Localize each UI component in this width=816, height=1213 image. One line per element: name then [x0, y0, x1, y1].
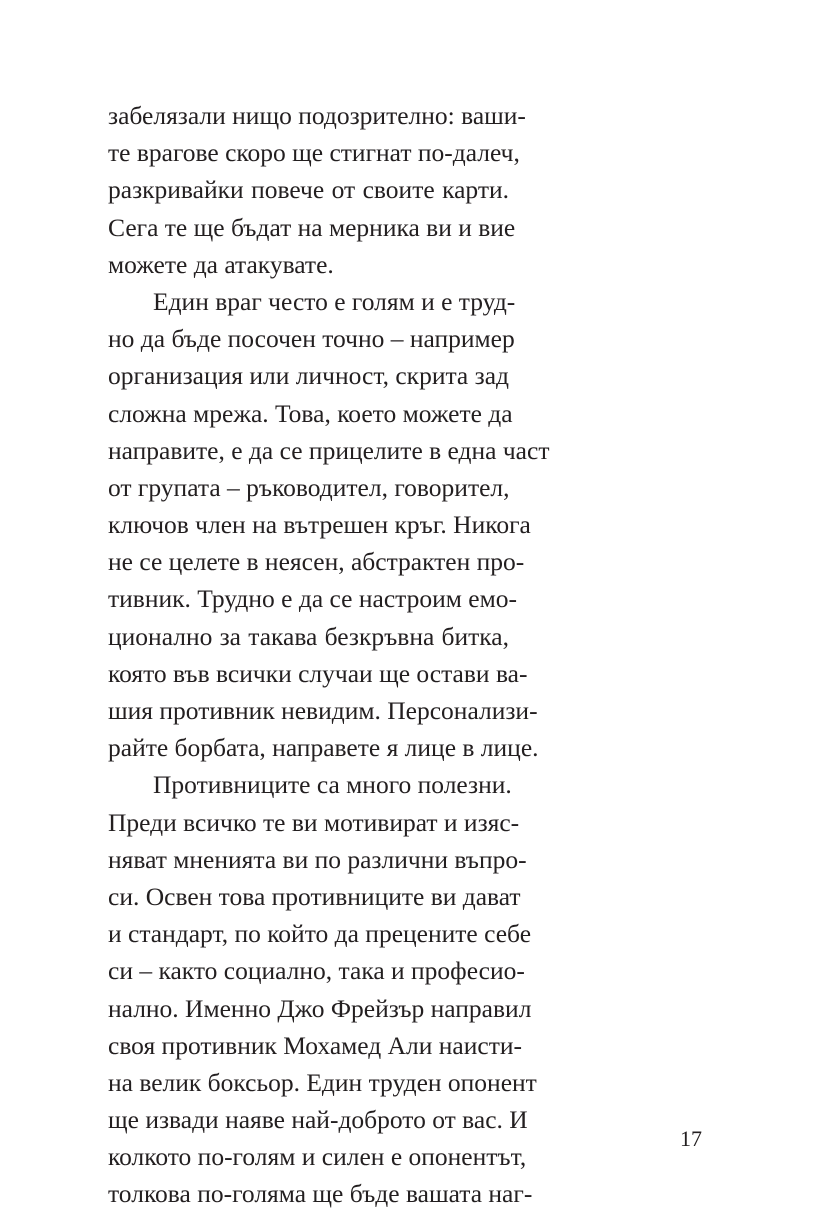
- text-line: направите, е да се прицелите в една част: [108, 435, 550, 465]
- text-line: те врагове скоро ще стигнат по-далеч,: [108, 138, 520, 168]
- text-line: сложна мрежа. Това, което можете да: [108, 398, 513, 428]
- text-line: райте борбата, направете я лице в лице.: [108, 733, 539, 763]
- text-line: шия противник невидим. Персонализи-: [108, 696, 538, 725]
- text-line: колкото по-голям и силен е опонентът,: [108, 1142, 527, 1172]
- text-line: можете да атакувате.: [108, 249, 334, 279]
- text-line: тивник. Трудно е да се настроим емо-: [108, 584, 517, 614]
- text-line: нално. Именно Джо Фрейзър направил: [108, 993, 532, 1023]
- paragraph-first-line: Противниците са много полезни.: [153, 770, 512, 800]
- text-line: организация или личност, скрита зад: [108, 361, 509, 391]
- text-line: своя противник Мохамед Али наисти-: [108, 1030, 522, 1060]
- body-text: [108, 97, 550, 1213]
- text-line: забелязали нищо подозрително: ваши-: [108, 101, 526, 130]
- text-line: на велик боксьор. Един труден опонент: [108, 1067, 537, 1097]
- text-line: няват мненията ви по различни въпро-: [108, 844, 527, 874]
- text-line: не се целете в неясен, абстрактен про-: [108, 547, 525, 577]
- text-line: ще извади наяве най-доброто от вас. И: [108, 1105, 528, 1135]
- text-line: но да бъде посочен точно – например: [108, 324, 515, 354]
- paragraph-first-line: Един враг често е голям и е труд-: [153, 286, 516, 316]
- text-line: ционално за такава безкръвна битка,: [108, 621, 509, 651]
- text-line: Преди всичко те ви мотивират и изяс-: [108, 807, 520, 837]
- text-line: си. Освен това противниците ви дават: [108, 881, 521, 911]
- text-line: от групата – ръководител, говорител,: [108, 472, 510, 502]
- page-number: 17: [680, 1126, 702, 1151]
- text-line: си – както социално, така и професио-: [108, 956, 525, 986]
- text-line: ключов член на вътрешен кръг. Никога: [108, 510, 531, 540]
- text-line: която във всички случаи ще остави ва-: [108, 658, 528, 688]
- text-line: толкова по-голяма ще бъде вашата наг-: [108, 1179, 533, 1209]
- text-line: Сега те ще бъдат на мерника ви и вие: [108, 212, 516, 242]
- text-line: и стандарт, по който да прецените себе: [108, 919, 532, 949]
- text-line: разкривайки повече от своите карти.: [108, 175, 509, 205]
